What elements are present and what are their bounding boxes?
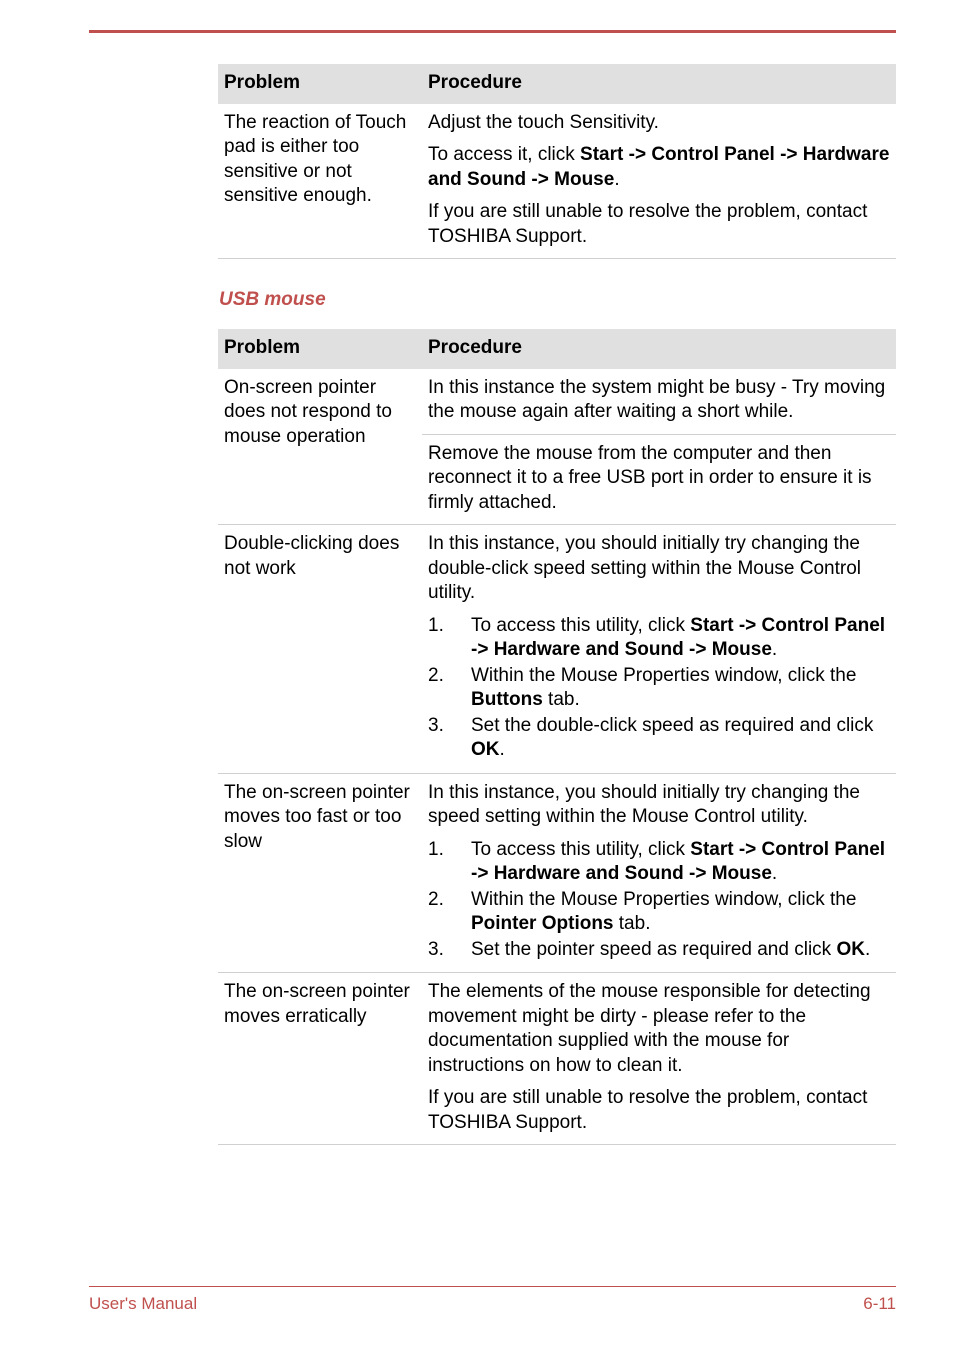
- list-item: [428, 664, 890, 713]
- list-item: [428, 838, 890, 887]
- list-item: [428, 938, 890, 963]
- procedure-paragraph: The elements of the mouse responsible for detecting movement might be dirty - please refer to the documentation supplied with the mouse for instructions on how to clean it.: [428, 981, 871, 1076]
- tab-name: Buttons: [471, 689, 543, 710]
- step-text: [471, 938, 890, 963]
- step-number: 3.: [428, 938, 444, 960]
- procedure-paragraph: Adjust the touch Sensitivity.: [428, 111, 659, 133]
- text-span: To access this utility, click: [471, 614, 691, 636]
- text-span: Set the pointer speed as required and click: [471, 938, 837, 960]
- problem-cell: The on-screen pointer moves erratically: [218, 973, 422, 1145]
- usb-mouse-troubleshooting-table: [218, 329, 896, 1145]
- procedure-paragraph: In this instance, you should initially try changing the double-click speed setting within the Mouse Control utility.: [428, 533, 862, 603]
- step-number: 2.: [428, 664, 444, 686]
- table-row: [218, 369, 896, 435]
- procedure-column-header: Procedure: [422, 64, 896, 104]
- table-row: [218, 104, 896, 259]
- step-number: 1.: [428, 614, 444, 636]
- procedure-paragraph: [428, 143, 890, 192]
- text-span: To access it, click: [428, 144, 581, 165]
- text-span: Set the double-click speed as required and click: [471, 714, 874, 736]
- step-text: [471, 614, 890, 663]
- text-span: .: [771, 639, 778, 660]
- list-item: [428, 714, 890, 763]
- text-span: Within the Mouse Properties window, click the: [471, 664, 857, 686]
- text-span: tab.: [542, 689, 580, 710]
- procedure-paragraph: If you are still unable to resolve the problem, contact TOSHIBA Support.: [428, 201, 868, 247]
- menu-path: Start -> Control Panel -> Hardware and Sound -> Mouse: [428, 144, 890, 190]
- procedure-cell: [422, 104, 896, 259]
- text-span: .: [614, 168, 620, 190]
- procedure-paragraph: If you are still unable to resolve the problem, contact TOSHIBA Support.: [428, 1087, 868, 1133]
- button-name: OK: [836, 938, 865, 960]
- footer-manual-title: User's Manual: [89, 1294, 198, 1313]
- procedure-cell: [422, 525, 896, 774]
- footer-rule: [89, 1286, 896, 1287]
- menu-path: Start -> Control Panel -> Hardware and Sound -> Mouse: [471, 838, 886, 884]
- menu-path: Start -> Control Panel -> Hardware and Sound -> Mouse: [471, 614, 886, 660]
- tab-name: Pointer Options: [471, 913, 614, 934]
- steps-list: [428, 838, 890, 963]
- problem-cell: Double-clicking does not work: [218, 525, 422, 774]
- step-text: [471, 714, 890, 763]
- text-span: Within the Mouse Properties window, click the: [471, 888, 857, 910]
- page-number: 6-11: [863, 1294, 896, 1313]
- table-header-row: [218, 329, 896, 369]
- text-span: .: [771, 863, 778, 884]
- steps-list: [428, 614, 890, 763]
- text-span: .: [499, 739, 505, 760]
- list-item: [428, 614, 890, 663]
- step-text: [471, 838, 890, 887]
- step-number: 2.: [428, 888, 444, 910]
- procedure-cell: In this instance the system might be busy - Try moving the mouse again after waiting a short while.: [422, 369, 896, 435]
- list-item: [428, 888, 890, 937]
- procedure-paragraph: In this instance, you should initially try changing the speed setting within the Mouse Control utility.: [428, 781, 860, 827]
- step-number: 1.: [428, 838, 444, 860]
- touchpad-troubleshooting-table: [218, 64, 896, 259]
- table-row: [218, 773, 896, 973]
- procedure-cell: [422, 773, 896, 973]
- section-heading-usb-mouse: USB mouse: [219, 289, 326, 310]
- text-span: .: [864, 938, 871, 960]
- step-number: 3.: [428, 714, 444, 736]
- procedure-column-header: Procedure: [422, 329, 896, 369]
- problem-cell: On-screen pointer does not respond to mouse operation: [218, 369, 422, 525]
- button-name: OK: [471, 739, 500, 760]
- text-span: tab.: [613, 913, 651, 934]
- step-text: [471, 888, 890, 937]
- problem-column-header: Problem: [218, 329, 422, 369]
- table-header-row: [218, 64, 896, 104]
- problem-column-header: Problem: [218, 64, 422, 104]
- procedure-cell: [422, 973, 896, 1145]
- problem-cell: The on-screen pointer moves too fast or too slow: [218, 773, 422, 973]
- problem-cell: The reaction of Touch pad is either too sensitive or not sensitive enough.: [218, 104, 422, 259]
- step-text: [471, 664, 890, 713]
- procedure-cell: Remove the mouse from the computer and then reconnect it to a free USB port in order to ensure it is firmly attached.: [422, 434, 896, 525]
- table-row: [218, 973, 896, 1145]
- top-rule: [89, 30, 896, 33]
- text-span: To access this utility, click: [471, 838, 691, 860]
- table-row: [218, 525, 896, 774]
